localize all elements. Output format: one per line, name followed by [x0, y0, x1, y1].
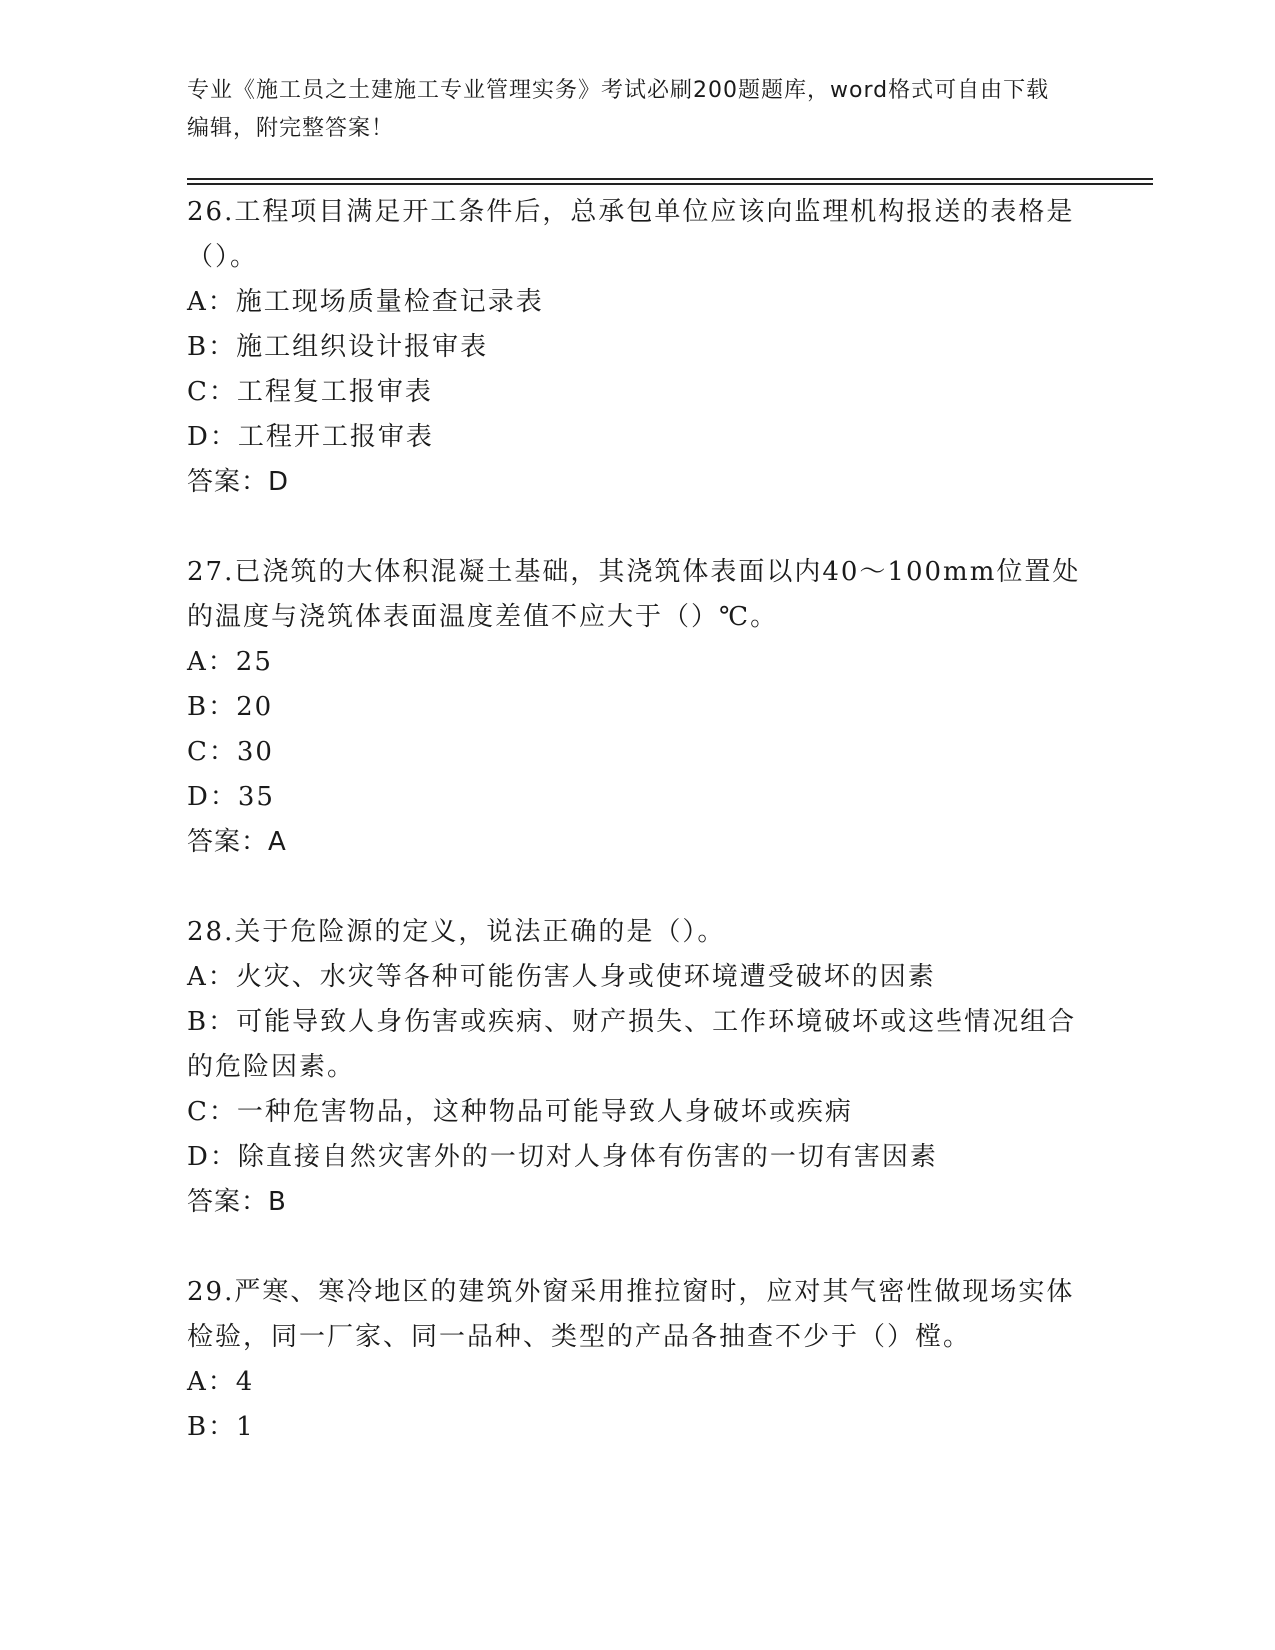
option-d: D：35 — [187, 782, 275, 812]
question-stem: 26.工程项目满足开工条件后，总承包单位应该向监理机构报送的表格是（）。 — [187, 197, 1075, 272]
option-c: C：30 — [187, 737, 274, 767]
option-d: D：工程开工报审表 — [187, 422, 434, 452]
header-divider-bottom — [187, 183, 1153, 185]
question-stem: 28.关于危险源的定义，说法正确的是（）。 — [187, 917, 726, 947]
question-stem: 27.已浇筑的大体积混凝土基础，其浇筑体表面以内40～100mm位置处的温度与浇筑体表面温度差值不应大于（）℃。 — [187, 557, 1081, 632]
answer: 答案：A — [187, 827, 287, 857]
document-header — [187, 72, 1067, 148]
question-27 — [187, 550, 1087, 865]
option-a: A：施工现场质量检查记录表 — [187, 287, 544, 317]
option-a: A：4 — [187, 1367, 255, 1397]
option-d: D：除直接自然灾害外的一切对人身体有伤害的一切有害因素 — [187, 1142, 938, 1172]
header-title: 专业《施工员之土建施工专业管理实务》考试必刷200题题库，word格式可自由下载编辑，附完整答案！ — [187, 78, 1050, 141]
question-list — [187, 190, 1087, 1495]
question-29 — [187, 1270, 1087, 1450]
header-divider-top — [187, 178, 1153, 180]
option-b: B：可能导致人身伤害或疾病、财产损失、工作环境破坏或这些情况组合的危险因素。 — [187, 1007, 1077, 1082]
question-26 — [187, 190, 1087, 505]
question-stem: 29.严寒、寒冷地区的建筑外窗采用推拉窗时，应对其气密性做现场实体检验，同一厂家、同一品种、类型的产品各抽查不少于（）樘。 — [187, 1277, 1075, 1352]
option-c: C：工程复工报审表 — [187, 377, 433, 407]
question-28 — [187, 910, 1087, 1225]
option-b: B：施工组织设计报审表 — [187, 332, 489, 362]
option-a: A：火灾、水灾等各种可能伤害人身或使环境遭受破坏的因素 — [187, 962, 936, 992]
option-b: B：20 — [187, 692, 274, 722]
answer: 答案：D — [187, 467, 290, 497]
option-c: C：一种危害物品，这种物品可能导致人身破坏或疾病 — [187, 1097, 853, 1127]
option-a: A：25 — [187, 647, 273, 677]
answer: 答案：B — [187, 1187, 287, 1217]
option-b: B：1 — [187, 1412, 255, 1442]
